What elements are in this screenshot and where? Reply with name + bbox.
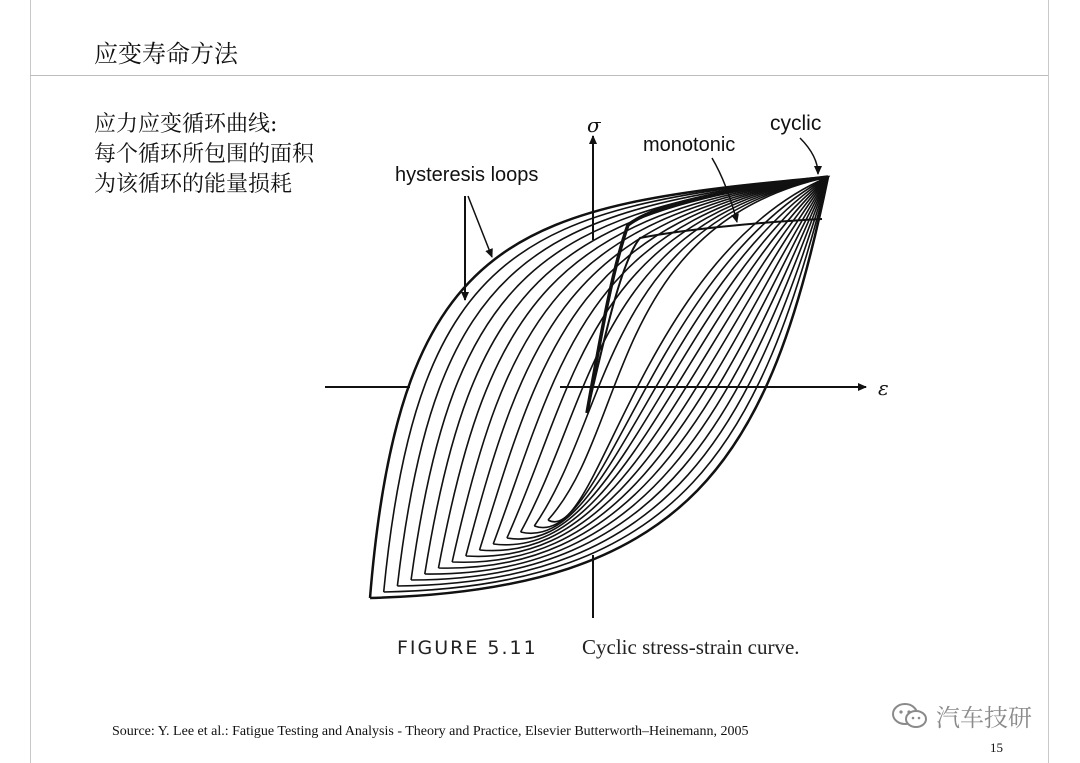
figure-caption-text: Cyclic stress-strain curve.: [582, 635, 800, 659]
bullet-line-1: 应力应变循环曲线:: [94, 112, 278, 137]
x-axis-label: ε: [878, 376, 889, 400]
frame-right-border: [1048, 0, 1049, 763]
frame-left-border: [30, 0, 31, 763]
bullet-line-2: 每个循环所包围的面积: [94, 142, 315, 167]
bullet-line-3: 为该循环的能量损耗: [94, 172, 293, 197]
monotonic-label: monotonic: [643, 134, 736, 156]
figure-caption-number: FIGURE 5.11: [397, 637, 538, 659]
source-citation: Source: Y. Lee et al.: Fatigue Testing and Analysis - Theory and Practice, Elsevier Butterworth–Heinemann, 2005: [112, 724, 749, 739]
watermark: [890, 698, 1032, 733]
cyclic-pointer: [800, 138, 818, 174]
y-axis-label: σ: [587, 113, 601, 137]
wechat-icon: [890, 701, 930, 731]
hysteresis-loop-7: [452, 177, 828, 562]
hysteresis-pointer-2: [468, 196, 492, 257]
stress-strain-figure: [300, 100, 920, 670]
hysteresis-loop-2: [384, 177, 828, 592]
title-divider: [30, 75, 1048, 76]
watermark-text: 汽车技研: [936, 704, 1032, 732]
page-number: 15: [990, 740, 1003, 755]
hysteresis-loops-label: hysteresis loops: [395, 164, 539, 186]
cyclic-label: cyclic: [770, 112, 822, 135]
slide-title: 应变寿命方法: [94, 40, 238, 68]
hysteresis-loop-4: [411, 177, 828, 580]
bullet-text: [94, 110, 314, 200]
